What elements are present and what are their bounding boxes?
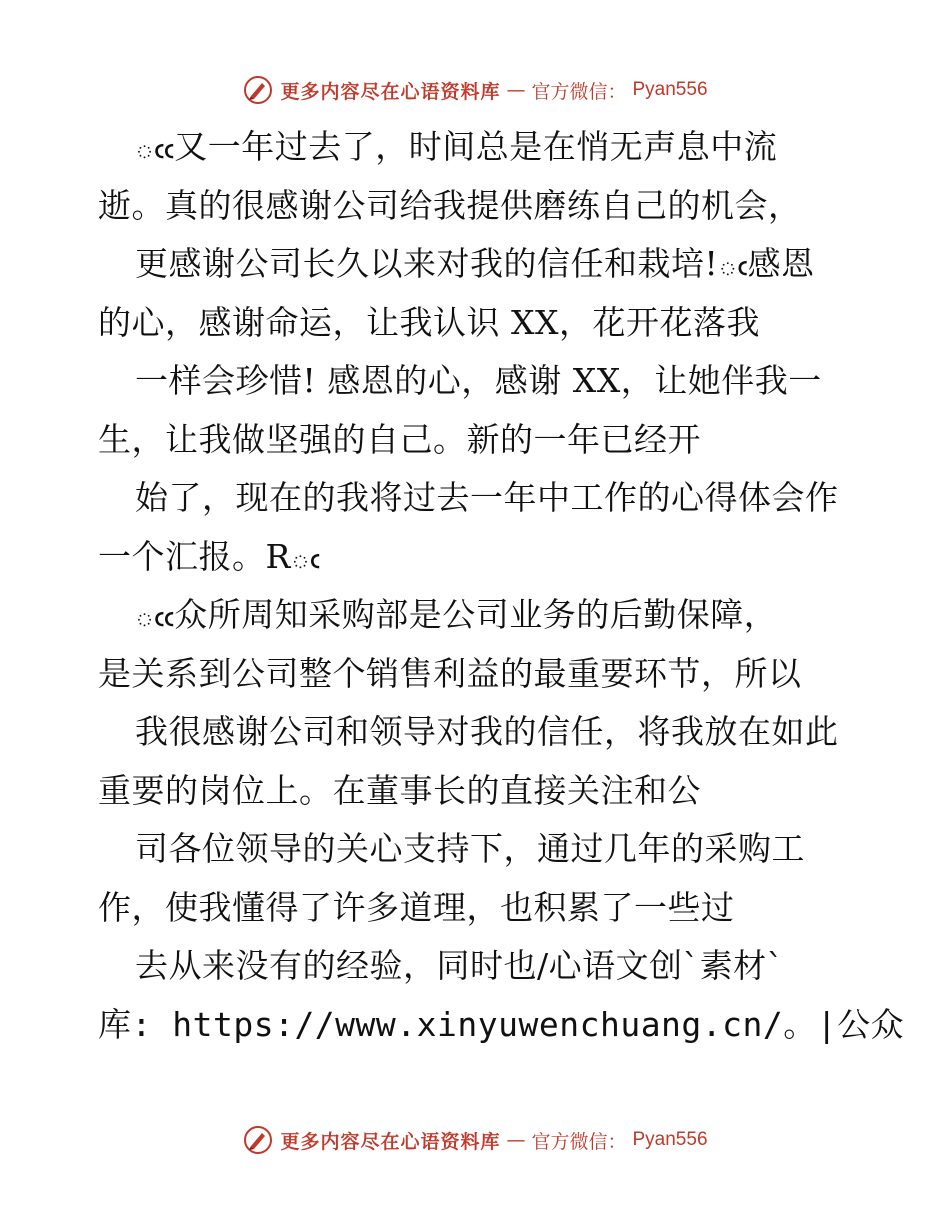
text-line: 司各位领导的关心支持下，通过几年的采购工 bbox=[135, 829, 805, 868]
footer-brand-text: 更多内容尽在心语资料库 bbox=[280, 1130, 501, 1153]
header-brand-text: 更多内容尽在心语资料库 bbox=[280, 80, 501, 103]
text-line: 的心，感谢命运，让我认识 XX，花开花落我 bbox=[98, 302, 760, 342]
text-line-url: 库: https://www.xinyuwenchuang.cn/。|公众 bbox=[98, 1004, 905, 1044]
text-line: 是关系到公司整个销售利益的最重要环节，所以 bbox=[98, 653, 802, 693]
text-line: ఁఁ又一年过去了，时间总是在悄无声息中流 bbox=[135, 127, 778, 166]
footer-banner bbox=[0, 1120, 950, 1160]
text-line: 逝。真的很感谢公司给我提供磨练自己的机会， bbox=[98, 185, 802, 225]
header-wechat-label: 官方微信： bbox=[531, 80, 627, 103]
text-line: 更感谢公司长久以来对我的信任和栽培!ఁ感恩 bbox=[135, 244, 815, 283]
footer-wechat-id: Pyan556 bbox=[632, 1129, 708, 1150]
text-line: 始了，现在的我将过去一年中工作的心得体会作 bbox=[135, 478, 839, 517]
pen-logo-icon bbox=[242, 1124, 274, 1156]
text-line: 生，让我做坚强的自己。新的一年已经开 bbox=[98, 419, 701, 459]
footer-dash: — bbox=[506, 1129, 526, 1151]
text-line: 重要的岗位上。在董事长的直接关注和公 bbox=[98, 770, 701, 810]
header-banner bbox=[0, 70, 950, 110]
header-dash: — bbox=[506, 79, 526, 101]
header-wechat-id: Pyan556 bbox=[632, 79, 708, 100]
text-line: 我很感谢公司和领导对我的信任，将我放在如此 bbox=[135, 712, 839, 751]
text-line: 作，使我懂得了许多道理，也积累了一些过 bbox=[98, 887, 735, 927]
pen-logo-icon bbox=[242, 74, 274, 106]
document-body bbox=[98, 118, 905, 1054]
footer-wechat-label: 官方微信： bbox=[531, 1130, 627, 1153]
text-line: 去从来没有的经验，同时也/心语文创`素材` bbox=[135, 946, 784, 985]
text-line: 一个汇报。Rఁ bbox=[98, 536, 321, 576]
text-line: 一样会珍惜! 感恩的心，感谢 XX，让她伴我一 bbox=[135, 361, 822, 400]
text-line: ఁఁ众所周知采购部是公司业务的后勤保障， bbox=[135, 595, 778, 634]
